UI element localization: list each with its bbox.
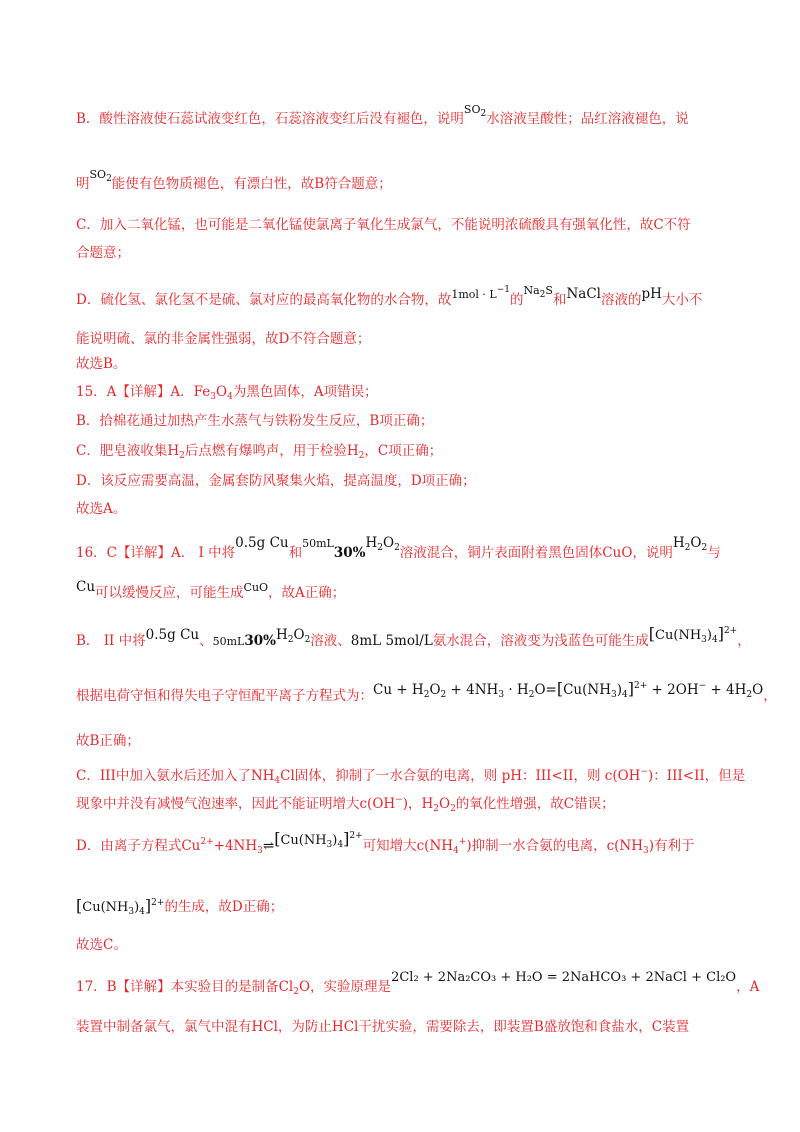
text: 16．C【详解】A． I 中将 [76, 545, 236, 561]
ammonia-amount: 8mL 5mol/L [350, 633, 433, 649]
eq-part: · H [504, 682, 529, 698]
text: 根据电荷守恒和得失电子守恒配平离子方程式为： [76, 688, 373, 704]
na2s-formula: Na2S [523, 284, 553, 300]
cu-complex: $[Cu(NH_3)_4]^{2+}$ [648, 624, 738, 645]
text: D．硫化氢、氯化氢不是硫、氯对应的最高氧化物的水合物，故 [76, 292, 452, 308]
q15-line-d [76, 472, 476, 490]
text: B．酸性溶液使石蕊试液变红色，石蕊溶液变红后没有褪色，说明 [76, 111, 464, 127]
complex-text: Cu(NH [563, 682, 611, 698]
text: )，H [402, 796, 434, 812]
text: 溶液的 [600, 292, 642, 308]
text: 现象中并没有减慢气泡速率，因此不能证明增大c(OH [76, 796, 396, 812]
eq-part: O= [534, 682, 557, 698]
text: 、 [199, 633, 213, 649]
q15-answer [76, 500, 126, 518]
q16-option-b-line2 [76, 679, 777, 710]
volume: 50mL [212, 635, 245, 648]
complex-text: Cu(NH [280, 833, 327, 848]
q14-option-d-line2 [76, 330, 370, 348]
charge: 2+ [349, 831, 363, 841]
charge: 2+ [151, 898, 165, 908]
so-text: SO [463, 103, 481, 116]
q16-option-d-line2 [76, 894, 283, 921]
text: 水溶液呈酸性；品红溶液褪色，说 [486, 111, 689, 127]
text: 和 [552, 292, 567, 308]
eq-part: + 2OH [647, 682, 699, 698]
so2-formula: SO2 [89, 168, 112, 184]
text: − [395, 795, 403, 805]
q14-answer [76, 355, 126, 373]
ph-label: pH [641, 286, 662, 302]
h2o2-formula: $H_2O_2$ [275, 627, 311, 645]
text: 和 [288, 545, 303, 561]
q14-option-c-line2 [76, 244, 130, 262]
text: O，实验原理是 [298, 979, 392, 995]
cu-complex: $[Cu(NH_3)_4]^{2+}$ [76, 896, 165, 917]
text: 为黑色固体，A项错误； [232, 384, 378, 400]
so-text: SO [89, 168, 107, 181]
text: 明 [76, 176, 90, 192]
text: Cl固体，抑制了一水合氨的电离，则 pH：III<II，则 c(OH [280, 768, 641, 784]
text: 故选C。 [76, 937, 127, 953]
q15-line-c: C．肥皂液收集$H_2$后点燃有爆鸣声，用于检验$H_2$，C项正确； [76, 443, 443, 461]
percent: 30% [244, 633, 276, 649]
q15-line-a: 15．A【详解】A．$Fe_3O_4$为黑色固体，A项错误； [76, 384, 378, 402]
q15-line-b [76, 412, 433, 430]
text: 溶液、 [310, 633, 351, 649]
q16-option-d-line1: D．由离子方程式$Cu^{2+}+4NH_3\rightleftharpoons[Cu(NH_3)_4]^{2+}$可知增大$c(NH_4^+)$抑制一水合氨的电离，$c(NH_3)$有利于 [76, 829, 695, 856]
percent: 30% [333, 545, 366, 561]
text: 溶液混合，铜片表面附着黑色固体CuO，说明 [399, 545, 673, 561]
text: 的 [509, 292, 524, 308]
text: 能说明硫、氯的非金属性强弱，故D不符合题意； [76, 331, 371, 347]
q16-option-a-line2 [76, 579, 346, 603]
charge: 2+ [723, 626, 738, 636]
volume: 50mL [302, 537, 334, 550]
text: )抑制一水合氨的电离，c(NH [466, 838, 644, 854]
text: 后点燃有爆鸣声，用于检验H [184, 443, 359, 459]
text: O [216, 384, 228, 400]
q16-option-c-line2: 现象中并没有减慢气泡速率，因此不能证明增大c(OH−)，$H_2O_2$的氧化性增强，故C错误； [76, 795, 615, 814]
o-text: O [429, 682, 441, 698]
text: D．该反应需要高温，金属套防风聚集火焰，提高温度，D项正确； [76, 473, 476, 489]
q17-line1: 17．B【详解】本实验目的是制备$Cl_2O$，实验原理是2Cl₂ + 2Na₂CO₃ + H₂O = 2NaHCO₃ + 2NaCl + Cl₂O，A [76, 970, 760, 997]
text: 装置中制备氯气，氯气中混有HCl，为防止HCl干扰实验，需要除去，即装置B盛放饱和食盐水，C装置 [76, 1019, 690, 1035]
text: +4NH [213, 838, 258, 854]
text: C．III中加入氨水后还加入了NH [76, 768, 275, 784]
text: O [439, 796, 451, 812]
text: 17．B【详解】本实验目的是制备Cl [76, 979, 294, 995]
nacl-formula: NaCl [566, 286, 601, 302]
eq-part: − [698, 681, 707, 691]
o-text: O [690, 535, 702, 551]
charge: 2+ [200, 837, 214, 847]
text: B． II 中将 [76, 633, 146, 649]
text: 故选B。 [76, 356, 127, 372]
q16-answer [76, 936, 127, 954]
text: 大小不 [661, 292, 703, 308]
cu-formula: Cu [76, 579, 96, 595]
mass: 0.5g Cu [235, 535, 289, 551]
q16-option-a-line1 [76, 535, 721, 567]
o-text: O [293, 627, 305, 643]
eq-part: + 4NH [446, 682, 499, 698]
text: D．由离子方程式Cu [76, 838, 201, 854]
text: C．肥皂液收集H [76, 443, 180, 459]
text: ， [763, 688, 777, 704]
text: C．加入二氧化锰，也可能是二氧化锰使氯离子氧化生成氯气，不能说明浓硫酸具有强氧化性，故C不符 [76, 217, 691, 233]
h-text: H [275, 627, 288, 643]
reaction-equation: 2Cl₂ + 2Na₂CO₃ + H₂O = 2NaHCO₃ + 2NaCl + Cl₂O [391, 970, 737, 985]
text: B．拾棉花通过加热产生水蒸气与铁粉发生反应，B项正确； [76, 413, 434, 429]
q17-line2 [76, 1018, 689, 1036]
concentration-unit [451, 285, 510, 301]
text: + [458, 837, 467, 847]
conc-text: 1mol · L [451, 288, 497, 301]
conc-exp: −1 [496, 285, 510, 295]
h2o2-formula: $H_2O_2$ [672, 535, 708, 553]
q14-option-c-line1 [76, 216, 691, 234]
complex-text: Cu(NH [82, 900, 129, 915]
charge: 2+ [633, 681, 648, 691]
q14-option-d-line1 [76, 284, 703, 314]
text: 氨水混合，溶液变为浅蓝色可能生成 [432, 633, 649, 649]
text: ， [737, 633, 751, 649]
text: 可以缓慢反应，可能生成 [95, 585, 244, 601]
s-text: S [545, 284, 553, 297]
ionic-equation: $Cu + H_2O_2 + 4NH_3 \cdot H_2O=[Cu(NH_3)_4]^{2+} + 2OH^- + 4H_2O$ [373, 679, 764, 700]
equilibrium-arrow: ⇌ [262, 838, 275, 854]
so2-formula: SO2 [463, 103, 487, 119]
h-text: H [672, 535, 685, 551]
text: ，A [736, 979, 760, 995]
eq-part: Cu + H [373, 682, 424, 698]
text: )：III<II，但是 [648, 768, 746, 784]
text: 合题意； [76, 245, 130, 261]
h2o2-formula: $H_2O_2$ [365, 535, 400, 553]
text: 故B正确； [76, 733, 140, 749]
eq-part: + 4H [706, 682, 747, 698]
text: − [640, 767, 648, 777]
q16-option-c-line1: C．III中加入氨水后还加入了$NH_4Cl$固体，抑制了一水合氨的电离，则 pH：III<II，则 c(OH−)：III<II，但是 [76, 767, 746, 786]
complex-text: Cu(NH [655, 628, 702, 643]
text: ，C项正确； [364, 443, 443, 459]
eq-part: O [752, 682, 764, 698]
q16-option-b-line3 [76, 732, 140, 750]
mass: 0.5g Cu [145, 627, 200, 643]
h-text: H [365, 535, 378, 551]
text: 故选A。 [76, 501, 127, 517]
text: 的生成，故D正确； [164, 899, 284, 915]
cu-complex: $[Cu(NH_3)_4]^{2+}$ [274, 829, 363, 850]
o-text: O [382, 535, 395, 551]
text: 15．A【详解】A．Fe [76, 384, 211, 400]
text: 与 [707, 545, 721, 561]
cuo-formula: CuO [243, 581, 269, 594]
text: )有利于 [648, 838, 695, 854]
q14-option-b-line2 [76, 168, 392, 198]
q14-option-b-line1 [76, 103, 689, 133]
text: ，故A正确； [268, 585, 346, 601]
q16-option-b-line1 [76, 624, 751, 655]
na-text: Na [523, 284, 540, 297]
text: 的氧化性增强，故C错误； [455, 796, 615, 812]
text: 能使有色物质褪色，有漂白性，故B符合题意； [111, 176, 392, 192]
text: 可知增大c(NH [362, 838, 454, 854]
